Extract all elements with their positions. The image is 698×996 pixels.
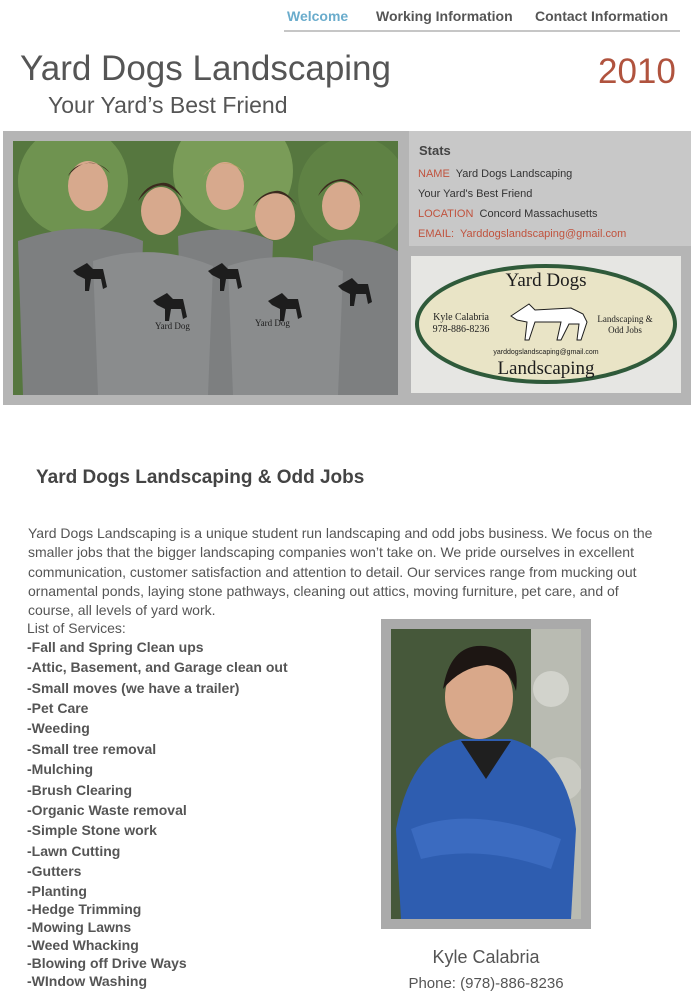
list-item: -Small moves (we have a trailer) xyxy=(27,680,240,696)
section-heading: Yard Dogs Landscaping & Odd Jobs xyxy=(36,467,365,488)
nav-divider xyxy=(284,30,680,32)
logo-sign xyxy=(411,256,681,393)
list-item: -Gutters xyxy=(27,863,82,879)
list-item: -Lawn Cutting xyxy=(27,843,121,859)
list-item: -Simple Stone work xyxy=(27,822,157,838)
logo-email: yarddogslandscaping@gmail.com xyxy=(493,349,599,356)
list-item: -Mowing Lawns xyxy=(27,919,132,935)
team-shirt-text-2: Yard Dog xyxy=(255,318,290,328)
list-item: -WIndow Washing xyxy=(27,973,148,989)
logo-contact-name: Kyle Calabria xyxy=(433,312,489,323)
contact-phone: Phone: (978)-886-8236 xyxy=(408,975,564,992)
company-logo xyxy=(411,256,681,393)
portrait-illustration xyxy=(391,629,581,919)
stat-name-label: NAME xyxy=(418,168,450,180)
list-item: -Brush Clearing xyxy=(27,782,133,798)
list-item: -Organic Waste removal xyxy=(27,802,187,818)
stat-name-row xyxy=(418,168,572,180)
list-item: -Planting xyxy=(27,883,87,899)
stat-location-label: LOCATION xyxy=(418,208,474,220)
stat-location-row xyxy=(418,208,598,220)
site-tagline: Your Yard’s Best Friend xyxy=(48,92,288,118)
site-title: Yard Dogs Landscaping xyxy=(20,49,391,88)
year-label: 2010 xyxy=(598,52,676,91)
list-item: -Fall and Spring Clean ups xyxy=(27,639,204,655)
services-label: List of Services: xyxy=(27,620,126,636)
stat-tagline-row xyxy=(418,188,532,200)
stat-name-value: Yard Dogs Landscaping xyxy=(455,168,573,180)
stat-location-value: Concord Massachusetts xyxy=(479,208,598,220)
logo-side-text-2: Odd Jobs xyxy=(608,325,642,335)
portrait-photo xyxy=(391,629,581,919)
list-item: -Weed Whacking xyxy=(27,937,139,953)
team-photo-illustration xyxy=(13,141,398,395)
logo-contact-phone: 978-886-8236 xyxy=(432,324,490,335)
list-item: -Blowing off Drive Ways xyxy=(27,955,187,971)
contact-name: Kyle Calabria xyxy=(432,947,540,967)
list-item: -Pet Care xyxy=(27,700,89,716)
top-nav xyxy=(0,0,698,32)
nav-welcome[interactable]: Welcome xyxy=(287,8,349,24)
list-item: -Small tree removal xyxy=(27,741,157,757)
logo-side-text-1: Landscaping & xyxy=(597,314,653,324)
nav-contact-information[interactable]: Contact Information xyxy=(535,8,668,24)
list-item: -Attic, Basement, and Garage clean out xyxy=(27,659,288,675)
stats-title: Stats xyxy=(419,143,451,158)
logo-bottom-text: Landscaping xyxy=(497,358,595,379)
list-item: -Weeding xyxy=(27,720,90,736)
team-photo xyxy=(13,141,398,395)
team-shirt-text: Yard Dog xyxy=(155,321,190,331)
stat-email-row xyxy=(418,228,626,240)
stat-tagline-value: Your Yard's Best Friend xyxy=(418,188,533,200)
logo-top-text: Yard Dogs xyxy=(505,270,587,291)
stat-email-label: EMAIL: xyxy=(418,228,455,240)
intro-paragraph: Yard Dogs Landscaping is a unique student run landscaping and odd jobs business. We focus on the smaller jobs that the bigger landscaping companies won’t take on. We pride ourselves in excellent communication, customer satisfaction and attention to detail. Our services range from mucking out ornamental ponds, laying stone pathways, cleaning out attics, moving furniture, pet care, and of course, all levels of yard work. xyxy=(28,525,653,619)
nav-working-information[interactable]: Working Information xyxy=(376,8,513,24)
list-item: -Hedge Trimming xyxy=(27,901,142,917)
list-item: -Mulching xyxy=(27,761,94,777)
stat-email-link[interactable]: Yarddogslandscaping@gmail.com xyxy=(460,228,627,240)
